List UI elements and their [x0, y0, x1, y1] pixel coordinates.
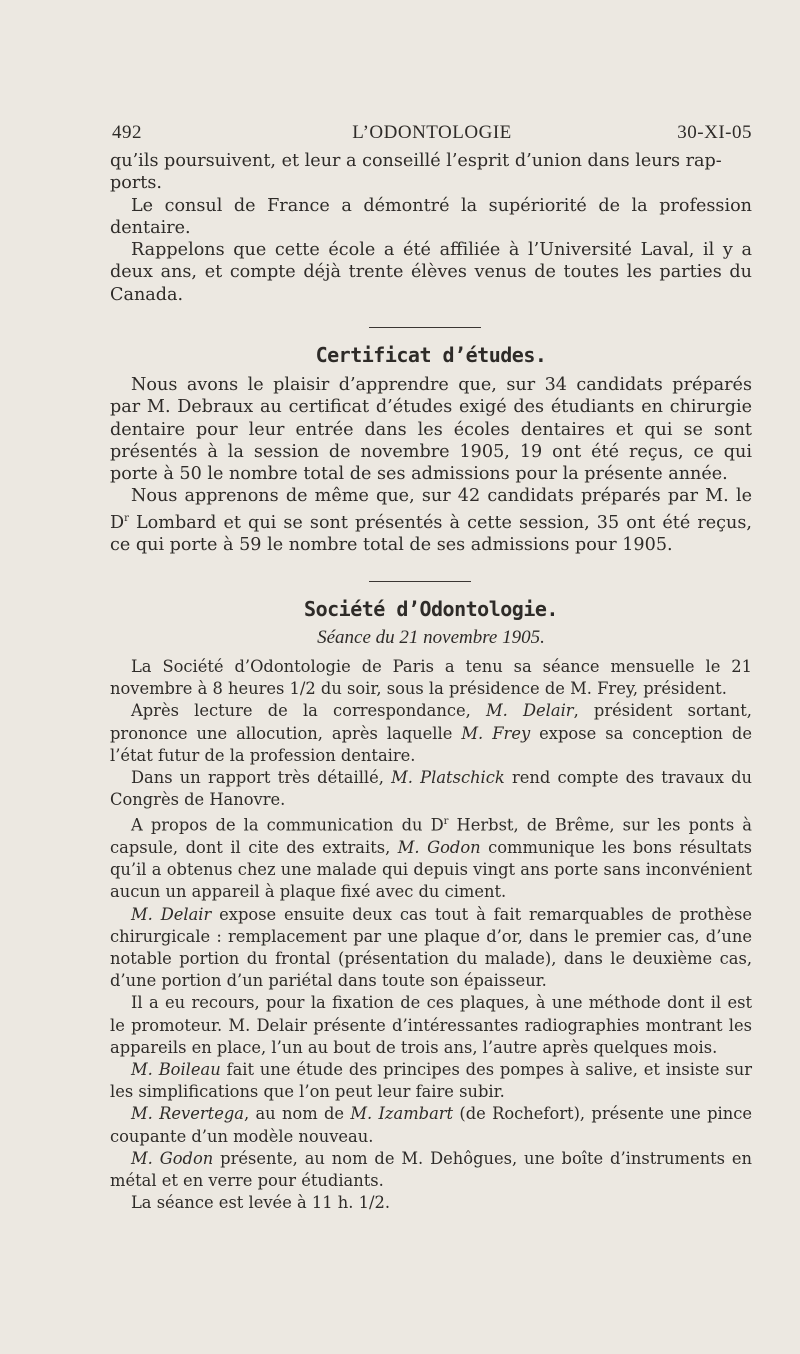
societe-section: [110, 656, 752, 1215]
certificat-paragraph-1: Nous avons le plaisir d’apprendre que, sur 34 candidats préparés par M. Debraux au certificat d’études exigé des étudiants en chirurgie dentaire pour leur entrée dans les écoles dentaires et qui se sont présentés à la session de novembre 1905, 19 ont été reçus, ce qui porte à 50 le nombre total de ses admissions pour la présente année.: [110, 375, 752, 485]
person-name: M. Izambart: [350, 1104, 454, 1124]
text-run: Dans un rapport très détaillé,: [131, 768, 392, 788]
person-name: M. Revertega: [131, 1104, 244, 1124]
person-name: M. Godon: [131, 1148, 214, 1168]
text-run: Herbst, de Brême, sur les ponts à capsule, dont il cite des extraits,: [110, 815, 752, 858]
section-heading-certificat: Certificat d’études.: [315, 343, 547, 367]
text-run: (de Rochefort), présente une pince coupante d’un modèle nouveau.: [110, 1104, 752, 1146]
text-run: expose sa conception de l’état futur de la profession dentaire.: [110, 723, 752, 765]
societe-paragraph-3: [110, 767, 752, 811]
certificat-paragraph-2: [110, 485, 752, 556]
societe-paragraph-7: [110, 1059, 752, 1103]
text-run: communique les bons résultats qu’il a obtenus chez une malade qui depuis vingt ans porte sans inconvénient aucun un appareil à plaque fixé avec du ciment.: [110, 838, 752, 902]
section-divider: [369, 327, 481, 328]
section-subheading: Séance du 21 novembre 1905.: [317, 627, 545, 648]
text-run: Après lecture de la correspondance,: [131, 701, 486, 721]
text-run: , président sortant, prononce une allocution, après laquelle: [110, 701, 752, 743]
text-run: fait une étude des principes des pompes à salive, et insiste sur les simplifications que l’on peut leur faire subir.: [110, 1060, 752, 1102]
intro-section: [110, 150, 752, 306]
societe-paragraph-4: [110, 811, 752, 903]
issue-date: 30-XI-05: [677, 122, 752, 143]
societe-paragraph-2: [110, 700, 752, 767]
text-run: présente, au nom de M. Dehôgues, une boîte d’instruments en métal et en verre pour étudiants.: [110, 1148, 752, 1191]
intro-p1-rest: ports.: [110, 173, 162, 194]
text-run: Lombard et qui se sont présentés à cette session, 35 ont été reçus, ce qui porte à 59 le nombre total de ses admissions pour 1905.: [110, 512, 752, 555]
superscript: r: [124, 512, 129, 524]
text-run: rend compte des travaux du Congrès de Hanovre.: [110, 768, 752, 810]
intro-paragraph-1: [110, 150, 752, 195]
societe-paragraph-10: La séance est levée à 11 h. 1/2.: [131, 1193, 390, 1213]
superscript: r: [443, 816, 449, 828]
text-run: expose ensuite deux cas tout à fait remarquables de prothèse chirurgicale : remplacement par une plaque d’or, dans le premier cas, d’une notable portion du frontal (présentation du malade), dans le deuxième cas, d’une portion d’un pariétal dans toute son épaisseur.: [110, 904, 752, 991]
text-run: A propos de la communication du D: [131, 815, 444, 835]
section-heading-societe: Société d’Odontologie.: [304, 597, 558, 621]
societe-paragraph-8: [110, 1103, 752, 1147]
person-name: M. Godon: [397, 838, 481, 858]
intro-paragraph-3: Rappelons que cette école a été affiliée à l’Université Laval, il y a deux ans, et compte déjà trente élèves venus de toutes les parties du Canada.: [110, 240, 752, 305]
societe-paragraph-9: [110, 1148, 752, 1192]
section-divider: [369, 581, 471, 582]
intro-p1-line1: qu’ils poursuivent, et leur a conseillé l’esprit d’union dans leurs rap-: [110, 151, 722, 171]
text-run: , au nom de: [243, 1104, 351, 1124]
person-name: M. Boileau: [131, 1060, 221, 1080]
societe-paragraph-5: [110, 904, 752, 993]
societe-paragraph-1: La Société d’Odontologie de Paris a tenu sa séance mensuelle le 21 novembre à 8 heures 1/2 du soir, sous la présidence de M. Frey, président.: [110, 657, 752, 699]
person-name: M. Delair: [485, 701, 574, 721]
societe-paragraph-6: Il a eu recours, pour la fixation de ces plaques, à une méthode dont il est le promoteur. M. Delair présente d’intéressantes radiographies montrant les appareils en place, l’un au bout de trois ans, l’autre après quelques mois.: [110, 993, 752, 1057]
page-number: 492: [112, 122, 142, 143]
journal-title: L’ODONTOLOGIE: [352, 122, 512, 143]
text-run: Nous apprenons de même que, sur 42 candidats préparés par M. le D: [110, 486, 752, 533]
intro-paragraph-2: Le consul de France a démontré la supériorité de la profession dentaire.: [110, 195, 752, 238]
running-header: [112, 122, 752, 146]
certificat-section: [110, 374, 752, 556]
person-name: M. Delair: [131, 904, 212, 924]
person-name: M. Frey: [461, 723, 531, 743]
person-name: M. Platschick: [391, 768, 505, 788]
